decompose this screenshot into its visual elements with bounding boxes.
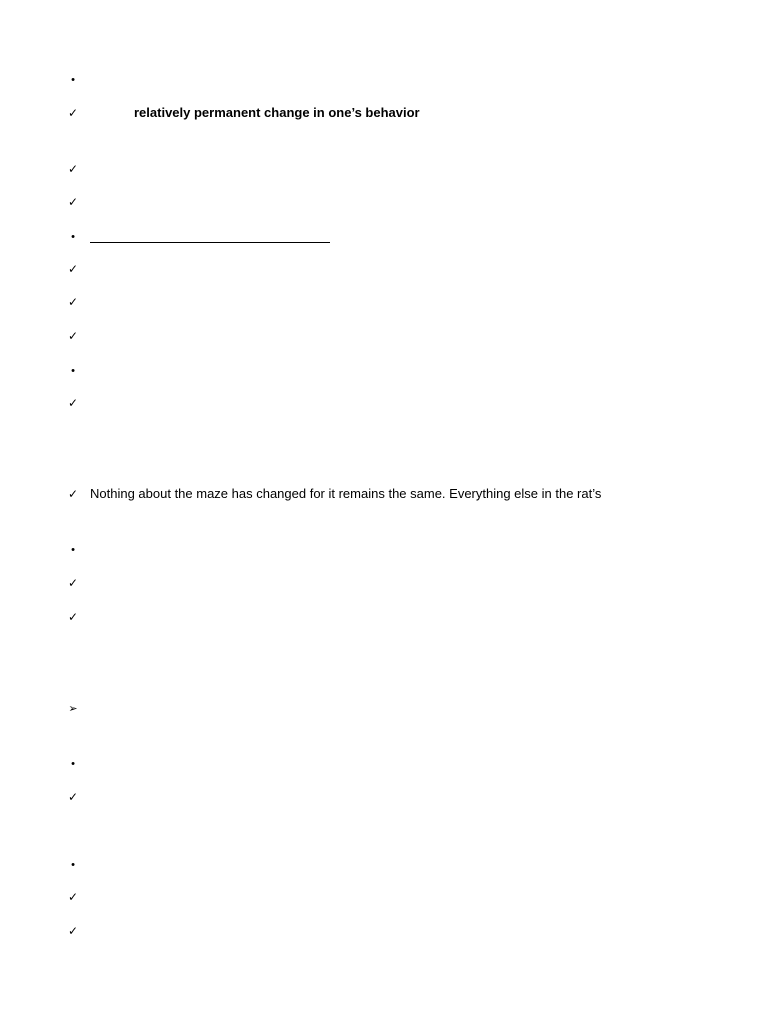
bullet-marker: • [71,74,75,86]
list-item [0,292,768,312]
checkmark-icon: ✓ [67,329,79,343]
checkmark-icon: ✓ [67,262,79,276]
list-item [0,855,768,875]
list-item [0,787,768,807]
checkmark-icon: ✓ [67,295,79,309]
checkmark-icon: ✓ [67,890,79,904]
list-item [0,227,768,247]
checkmark-icon: ✓ [67,487,79,501]
list-item [0,326,768,346]
list-item [0,192,768,212]
list-item [0,484,768,504]
checkmark-icon: ✓ [67,106,79,120]
list-item [0,259,768,279]
list-item [0,393,768,413]
bullet-marker: • [71,544,75,556]
checkmark-icon: ✓ [67,790,79,804]
checkmark-icon: ✓ [67,924,79,938]
checkmark-icon: ✓ [67,195,79,209]
maze-text: Nothing about the maze has changed for it remains the same. Everything else in the rat’s [90,486,602,501]
checkmark-icon: ✓ [67,162,79,176]
bullet-marker: • [71,365,75,377]
list-item [0,754,768,774]
definition-text: relatively permanent change in one’s behavior [134,105,420,120]
checkmark-icon: ✓ [67,396,79,410]
list-item [0,887,768,907]
list-item [0,921,768,941]
bullet-marker: • [71,231,75,243]
bullet-marker: • [71,758,75,770]
list-item [0,159,768,179]
list-item [0,103,768,123]
list-item [0,361,768,381]
list-item [0,699,768,719]
list-item [0,607,768,627]
arrow-bullet-icon: ➢ [68,703,78,715]
checkmark-icon: ✓ [67,576,79,590]
list-item [0,573,768,593]
fill-in-blank-line [90,242,330,243]
bullet-marker: • [71,859,75,871]
checkmark-icon: ✓ [67,610,79,624]
list-item [0,540,768,560]
list-item [0,70,768,90]
